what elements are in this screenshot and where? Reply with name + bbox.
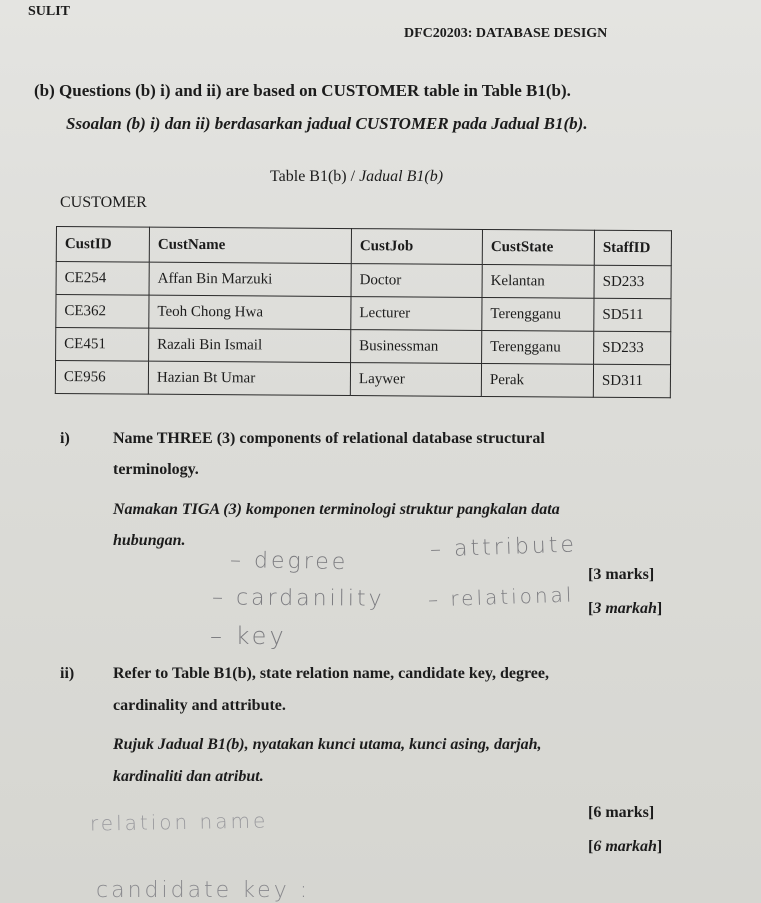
table-row (55, 361, 670, 398)
q1-number: i) (60, 430, 70, 447)
table-cell: SD233 (594, 265, 671, 299)
q1-markah: [3 markah] (588, 600, 663, 617)
q1-markah-text: 3 markah (593, 600, 657, 617)
handwritten-answer-relational: – relational (427, 582, 575, 612)
table-cell: Laywer (350, 363, 481, 397)
table-cell: CE254 (56, 262, 149, 296)
q2-marks: [6 marks] (588, 804, 655, 821)
table-caption (270, 168, 443, 186)
header-cell: CustID (56, 227, 149, 263)
table-row (56, 328, 671, 365)
table-cell: SD233 (594, 331, 671, 365)
table-caption-en: Table B1(b) / (270, 168, 360, 185)
table-cell: Terengganu (482, 330, 594, 364)
table-cell: CE956 (55, 361, 148, 395)
table-cell: Lecturer (351, 297, 482, 331)
table-cell: Affan Bin Marzuki (149, 262, 351, 296)
q2-text-ms-line1: Rujuk Jadual B1(b), nyatakan kunci utama, kunci asing, darjah, (113, 736, 542, 753)
table-caption-ms: Jadual B1(b) (359, 168, 444, 185)
table-cell: SD311 (593, 364, 670, 398)
handwritten-answer-cardinality: – cardanility (211, 585, 385, 612)
table-cell: Razali Bin Ismail (149, 328, 351, 362)
table-row (56, 295, 671, 332)
q1-text-ms-line1: Namakan TIGA (3) komponen terminologi struktur pangkalan data (113, 501, 560, 518)
handwritten-answer-attribute: – attribute (429, 532, 578, 563)
customer-table (55, 226, 672, 398)
header-cell: CustJob (351, 229, 482, 265)
header-cell: CustState (482, 229, 594, 265)
table-cell: Doctor (351, 264, 482, 298)
header-cell: CustName (149, 227, 351, 263)
q1-text-en-line2: terminology. (113, 461, 199, 478)
question-intro-en: (b) Questions (b) i) and ii) are based on CUSTOMER table in Table B1(b). (34, 81, 571, 100)
table-cell: Perak (481, 363, 593, 397)
table-cell: Hazian Bt Umar (148, 361, 350, 395)
handwritten-answer-key: – key (210, 622, 287, 650)
table-cell: Terengganu (482, 297, 594, 331)
q2-text-en-line1: Refer to Table B1(b), state relation name, candidate key, degree, (113, 665, 549, 682)
header-course-code: DFC20203: DATABASE DESIGN (404, 26, 608, 41)
q1-marks: [3 marks] (588, 566, 655, 583)
table-header-row (56, 227, 671, 266)
table-cell: Businessman (351, 330, 482, 364)
table-cell: SD511 (594, 298, 671, 332)
q2-number: ii) (60, 665, 75, 682)
q2-markah: [6 markah] (588, 838, 663, 855)
table-cell: Kelantan (482, 264, 594, 298)
table-cell: CE451 (56, 328, 149, 362)
table-row (56, 262, 671, 299)
q1-text-en-line1: Name THREE (3) components of relational database structural (113, 430, 545, 447)
q2-text-ms-line2: kardinaliti dan atribut. (113, 768, 264, 785)
header-sulit: SULIT (28, 4, 71, 19)
question-intro-ms: Ssoalan (b) i) dan ii) berdasarkan jadual CUSTOMER pada Jadual B1(b). (66, 114, 588, 133)
handwritten-answer-candidate-key: candidate key : (96, 878, 311, 903)
handwritten-answer-relation-name: relation name (89, 808, 269, 836)
q1-text-ms-line2: hubungan. (113, 532, 186, 549)
table-cell: CE362 (56, 295, 149, 329)
table-name: CUSTOMER (60, 194, 147, 211)
handwritten-answer-degree: – degree (229, 547, 349, 576)
table-cell: Teoh Chong Hwa (149, 295, 351, 329)
q2-text-en-line2: cardinality and attribute. (113, 697, 286, 714)
header-cell: StaffID (594, 230, 671, 266)
q2-markah-text: 6 markah (593, 838, 657, 855)
